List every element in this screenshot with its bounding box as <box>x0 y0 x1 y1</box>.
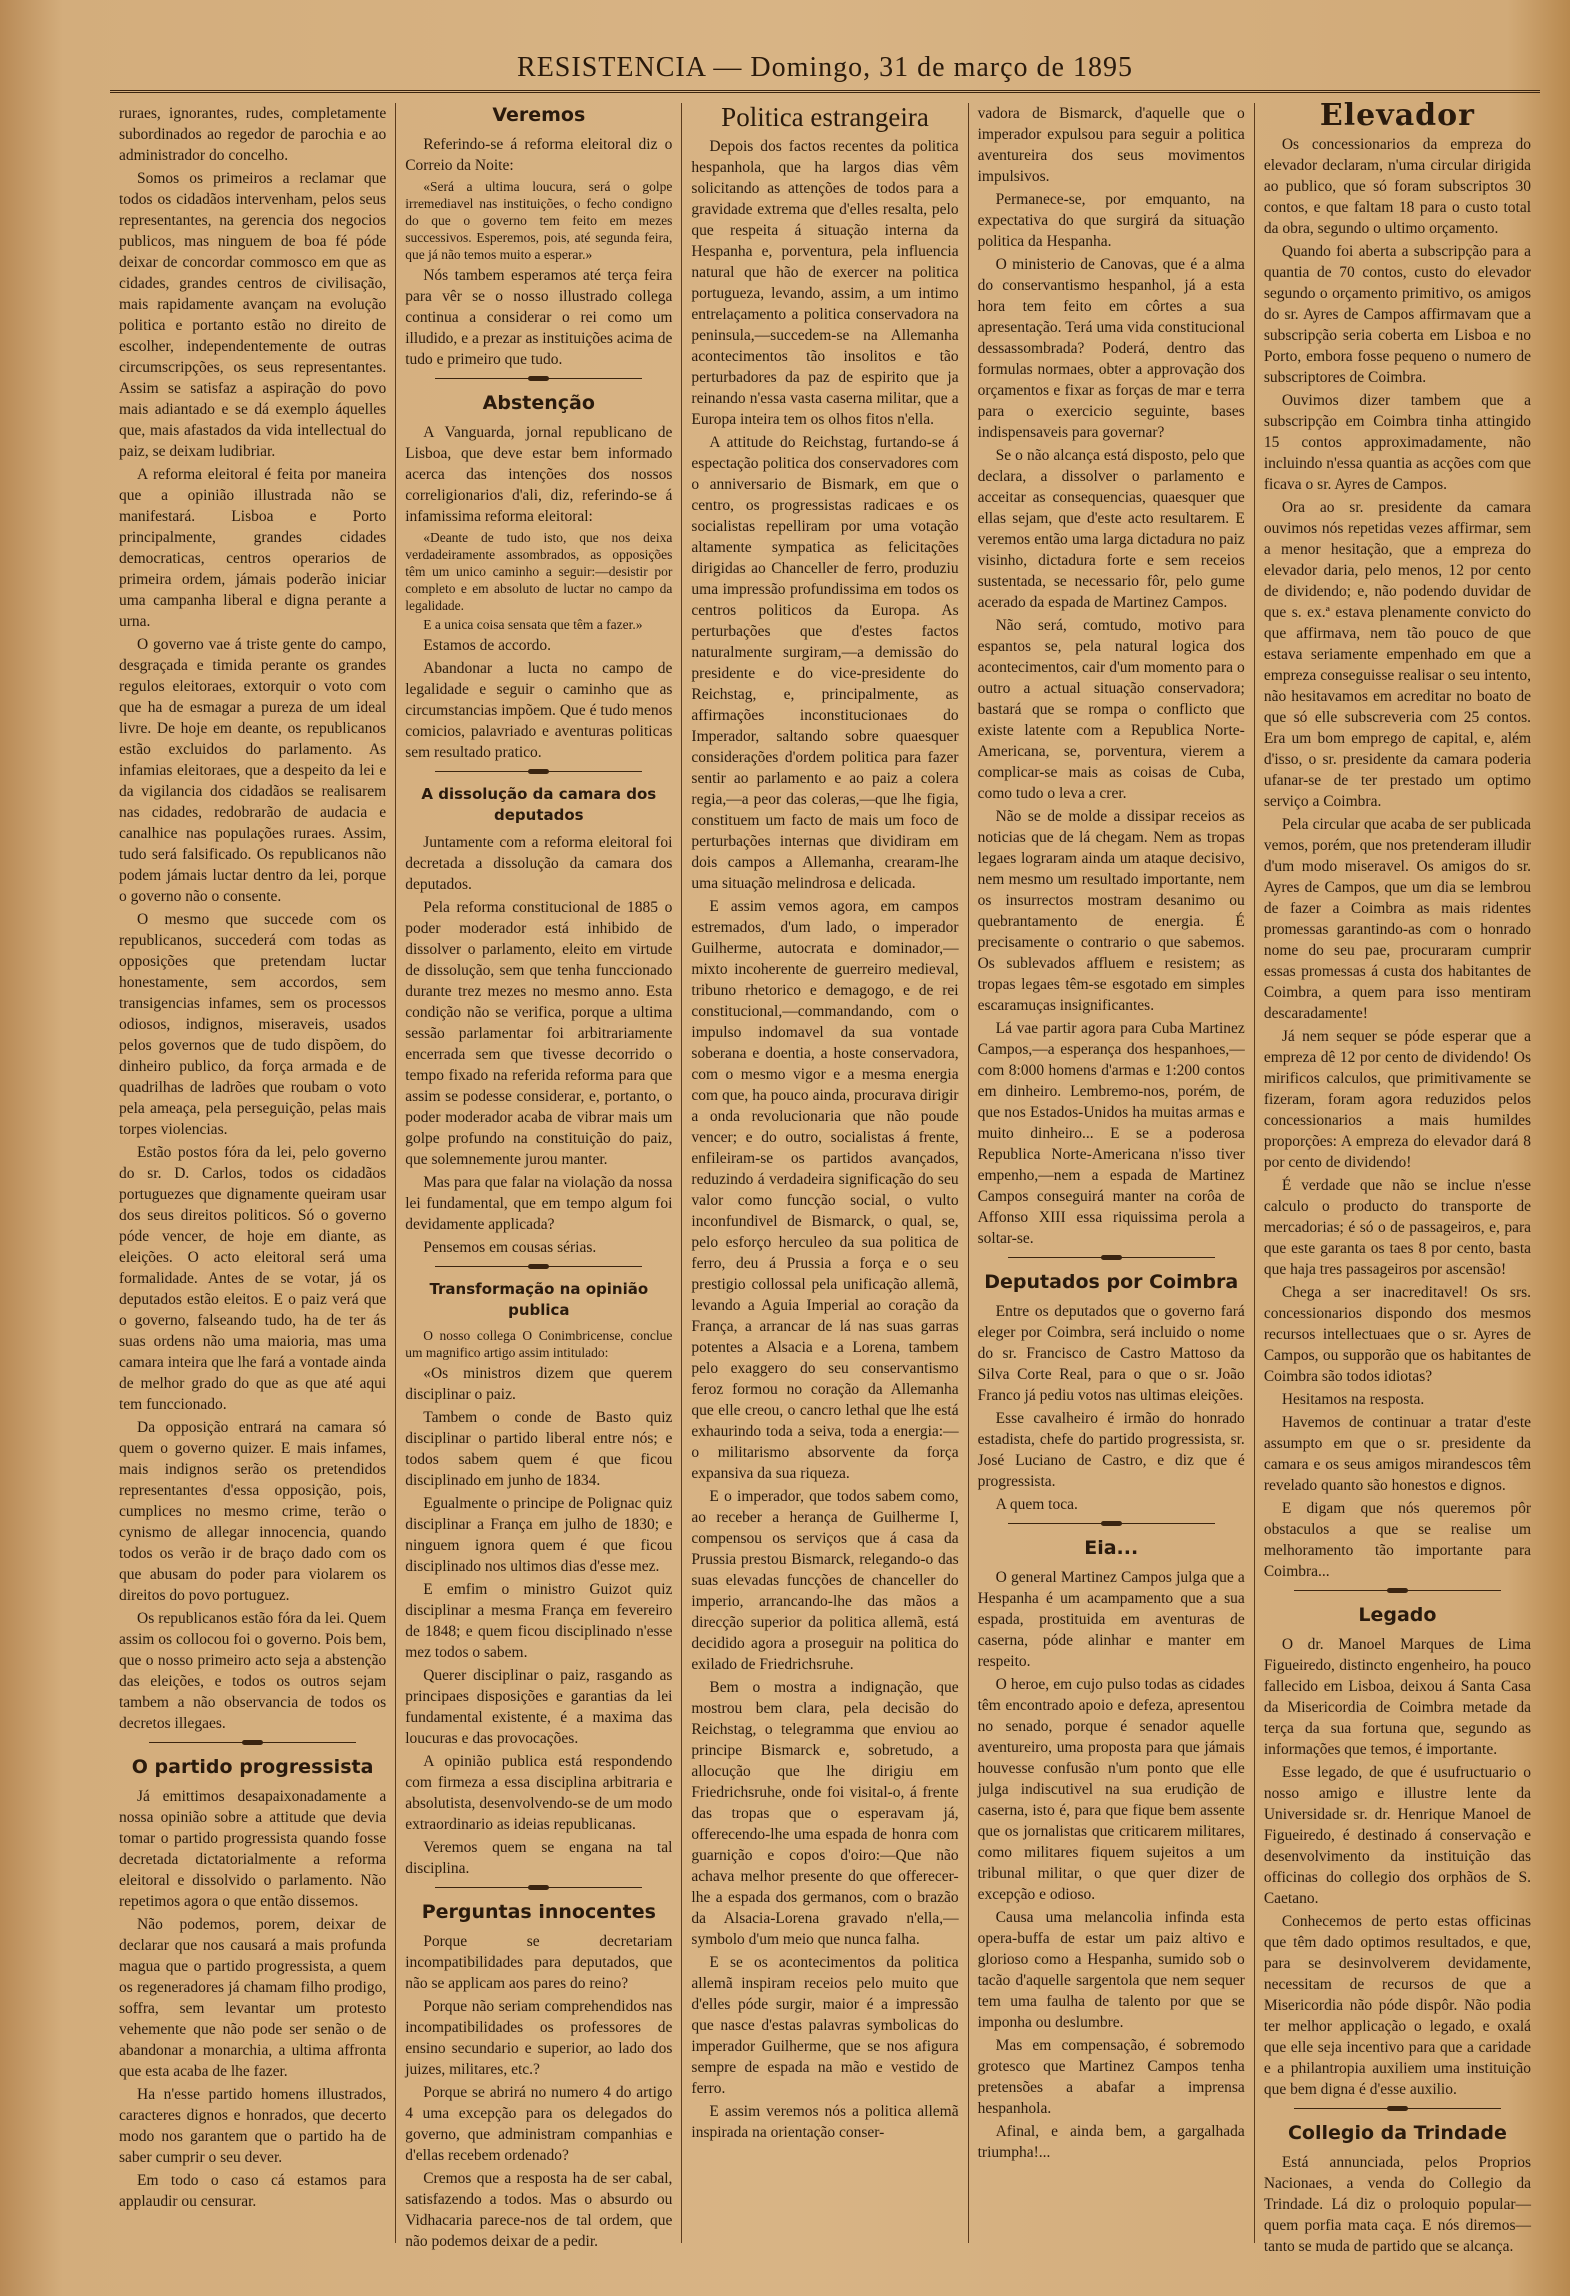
paragraph: É verdade que não se inclue n'esse calculo o producto do transporte de mercadorias; é só o de passageiros, e, para que este garanta os taes 8 por cento, basta que haja tres passageiros por ascensão! <box>1263 1177 1532 1278</box>
paragraph: Havemos de continuar a tratar d'este assumpto em que o sr. presidente da camara e os seus amigos mirandescos têm revelado quanto são honestos e dignos. <box>1263 1414 1532 1494</box>
heading-deputados-coimbra: Deputados por Coimbra <box>984 1271 1239 1293</box>
paragraph: Cremos que a resposta ha de ser cabal, satisfazendo a todos. Mas o absurdo ou Vidhacaria parece-nos de tal ordem, que não podemos deixar de a pedir. <box>405 2170 673 2250</box>
quote: «Será a ultima loucura, será o golpe irremediavel nas instituições, o fecho condigno do que o governo tem feito em mezes successivos. Esperemos, pois, até segunda feira, que já não temos muito a esperar.» <box>405 179 673 262</box>
paragraph: Abandonar a lucta no campo de legalidade e seguir o caminho que as circumstancias impõem. Que é tudo menos comicios, palavriado e aventuras politicas sem resultado pratico. <box>405 660 673 761</box>
paragraph: Somos os primeiros a reclamar que todos os cidadãos intervenham, pelos seus representantes, na gerencia dos negocios publicos, mas ninguem de boa fé póde deixar de concordar commosco em que as cidades, grandes centros de civilisação, mais rapidamente avançam na evolução politica e portanto estão no direito de escolher, independentemente de outras circumscripções, os seus representantes. Assim se satisfaz a aspiração do povo mais adiantado e se dá exemplo áquelles que, mais afastados da vida intellectual do paiz, se deixam ludibriar. <box>119 170 387 460</box>
divider <box>435 378 642 379</box>
paragraph: Nós tambem esperamos até terça feira para vêr se o nosso illustrado collega continua a considerar o rei como um illudido, e a prezar as instituições acima de tudo e primeiro que tudo. <box>405 267 673 368</box>
paragraph: A quem toca. <box>995 1496 1078 1513</box>
paragraph: E assim vemos agora, em campos estremados, d'um lado, o imperador Guilherme, autocrata e dominador,—mixto incoherente de guerreiro medieval, tribuno rhetorico e demagogo, e de rei constitucional,—commandando, com o impulso indomavel da sua vontade soberana e doentia, a hoste conservadora, com o mesmo vigor e a mesma energia com que, ha pouco ainda, procurava dirigir a onda revolucionaria que não poude vencer; e do outro, socialistas á frente, enfileiram-se os partidos avançados, reduzindo á verdadeira significação do seu valor como funcção social, o vulto inconfundivel de Bismarck, o qual, se, pelo esforço herculeo da sua politica de ferro, deu á Prussia a força e o seu prestigio collossal pela unificação allemã, levando a Aguia Imperial ao coração da França, a arrancar de lá nas suas garras potentes a Alsacia e a Lorena, tambem pelo exaggero do seu conservantismo feroz formou no coração da Allemanha que elle creou, o cancro lethal que lhe está exhaurindo toda a seiva, toda a energia:—o militarismo absorvente da força expansiva da sua riqueza. <box>691 898 959 1482</box>
divider <box>435 771 642 772</box>
paragraph: Referindo-se á reforma eleitoral diz o Correio da Noite: <box>405 136 673 174</box>
paragraph: E se os acontecimentos da politica allemã inspiram receios pelo muito que d'elles póde surgir, maior é a impressão que nasce d'estas palavras symbolicas do imperador Guilherme, que se nos afigura sempre de espada na mão e vestido de ferro. <box>691 1954 959 2097</box>
quote: «Deante de tudo isto, que nos deixa verdadeiramente assombrados, as opposições têm um unico caminho a seguir:—desistir por completo e em absoluto de luctar no campo da legalidade. <box>405 530 673 613</box>
paragraph: Depois dos factos recentes da politica hespanhola, que ha largos dias vêm solicitando as attenções de todos para a gravidade extrema que d'elles resalta, pelo que respeita á situação interna da Hespanha e, porventura, pela influencia natural que hão de exercer na politica portugueza, levando, assim, a um intimo entrelaçamento a politica conservadora na peninsula,—succedem-se na Allemanha acontecimentos tão insolitos e tão perturbadores da paz de espirito que ja reinando n'essa vasta caserna militar, que a Europa inteira tem os olhos fitos n'ella. <box>691 138 959 428</box>
column-1 <box>110 103 396 2243</box>
paragraph: Estamos de accordo. <box>423 637 552 654</box>
paragraph: Está annunciada, pelos Proprios Nacionaes, a venda do Collegio da Trindade. Lá diz o proloquio popular—quem porfia mata caça. E nós diremos—tanto se muda de partido que se alcança. <box>1263 2154 1532 2255</box>
paragraph: Querer disciplinar o paiz, rasgando as principaes disposições e garantias da lei fundamental existente, é a maxima das loucuras e das provocações. <box>405 1667 673 1747</box>
paragraph: ruraes, ignorantes, rudes, completamente subordinados ao regedor de parochia e ao administrador do concelho. <box>119 105 387 164</box>
paragraph: Afinal, e ainda bem, a gargalhada triumpha!... <box>977 2123 1245 2161</box>
heading-perguntas: Perguntas innocentes <box>421 1901 656 1923</box>
paragraph: A opinião publica está respondendo com firmeza a essa disciplina arbitraria e absolutista, desenvolvendo-se de um modo extraordinario as ideias republicanas. <box>405 1753 673 1833</box>
paragraph: Em todo o caso cá estamos para applaudir ou censurar. <box>119 2172 387 2210</box>
heading-partido-progressista: O partido progressista <box>131 1756 374 1778</box>
paragraph: O governo vae á triste gente do campo, desgraçada e timida perante os grandes regulos eleitoraes, extorquir o voto com que ha de esmagar a pureza de um ideal livre. De hoje em deante, os republicanos estão excluidos do parlamento. As infamias eleitoraes, que a despeito da lei e da vigilancia dos cidadãos se realisarem nas cidades, redobrarão de audacia e canalhice nas populações ruraes. Assim, tudo será falsificado. Os republicanos não podem jámais luctar dentro da lei, porque o governo não o consente. <box>119 636 387 905</box>
newspaper-title: RESISTENCIA <box>517 52 706 83</box>
paragraph: Porque não seriam comprehendidos nas incompatibilidades os professores de ensino secundario e superior, ao lado dos juizes, militares, etc.? <box>405 1998 673 2078</box>
paragraph: Ha n'esse partido homens illustrados, caracteres dignos e honrados, que decerto modo nos garantem que o partido ha de saber cumprir o seu dever. <box>119 2086 387 2166</box>
paragraph: Hesitamos na resposta. <box>1281 1391 1425 1408</box>
dateline: — Domingo, 31 de março de 1895 <box>713 52 1133 83</box>
divider <box>435 1887 642 1888</box>
paragraph: Lá vae partir agora para Cuba Martinez Campos,—a esperança dos hespanhoes,—com 8:000 homens d'armas e 1:200 contos em dinheiro. Lembremo-nos, porém, de que nos Estados-Unidos ha muitas armas e muito dinheiro... E se a poderosa Republica Norte-Americana n'isso tiver empenho,—nem a espada de Martinez Campos conseguirá manter na corôa de Affonso XIII essa riquissima perola a soltar-se. <box>977 1020 1245 1247</box>
paragraph: Chega a ser inacreditavel! Os srs. concessionarios dispondo dos mesmos recursos intellectuaes que o sr. Ayres de Campos, ou supporão que os habitantes de Coimbra são todos idiotas? <box>1263 1284 1532 1385</box>
column-2 <box>396 103 682 2250</box>
masthead <box>110 52 1540 93</box>
paragraph: Juntamente com a reforma eleitoral foi decretada a dissolução da camara dos deputados. <box>405 834 673 893</box>
paragraph: E emfim o ministro Guizot quiz disciplinar a mesma França em fevereiro de 1848; e quem ficou disciplinado n'esse mez todos o sabem. <box>405 1581 673 1661</box>
paragraph: Esse legado, de que é usufructuario o nosso amigo e illustre lente da Universidade sr. dr. Henrique Manoel de Figueiredo, é destinado á conservação e desenvolvimento da instituição das officinas do collegio dos orphãos de S. Caetano. <box>1263 1764 1532 1907</box>
paragraph: Veremos quem se engana na tal disciplina. <box>405 1839 673 1877</box>
paragraph: E assim veremos nós a politica allemã inspirada na orientação conser- <box>691 2103 959 2141</box>
paragraph: Entre os deputados que o governo fará eleger por Coimbra, será incluido o nome do sr. Francisco de Castro Mattoso da Silva Corte Real, para o que o sr. João Franco já pediu votos nas ultimas eleições. <box>977 1303 1245 1404</box>
paragraph: Se o não alcança está disposto, pelo que declara, a dissolver o parlamento e acceitar as consequencias, quaesquer que ellas sejam, que d'este acto resultarem. E veremos então uma larga dictadura no paiz visinho, dictadura forte e sem receios sustentada, se necessario fôr, pelo gume acerado da espada de Martinez Campos. <box>977 447 1245 611</box>
paragraph: Ouvimos dizer tambem que a subscripção em Coimbra tinha attingido 15 contos approximadamente, não incluindo n'essa quantia as acções com que ficava o sr. Ayres de Campos. <box>1263 392 1532 493</box>
paragraph: Porque se abrirá no numero 4 do artigo 4 uma excepção para os delegados do governo, que administram companhias e d'ellas recebem ordenado? <box>405 2084 673 2164</box>
paragraph: O general Martinez Campos julga que a Hespanha é um acampamento que a sua espada, prostituida em aventuras de caserna, póde alinhar e manter em respeito. <box>977 1569 1245 1670</box>
paragraph: O dr. Manoel Marques de Lima Figueiredo, distincto engenheiro, ha pouco fallecido em Lisboa, deixou á Santa Casa da Misericordia de Coimbra metade da terça da sua fortuna que, segundo as informações que temos, é importante. <box>1263 1636 1532 1758</box>
paragraph: A attitude do Reichstag, furtando-se á espectação politica dos conservadores com o anniversario de Bismark, em que o centro, os progressistas radicaes e os socialistas repelliram por uma votação altamente sympatica as felicitações dirigidas ao Chanceller de ferro, produziu uma impressão profundissima em todos os centros politicos da Europa. As perturbações que d'estes factos naturalmente surgiram,—a demissão do presidente e do vice-presidente do Reichstag, e, principalmente, as affirmações inconstitucionaes do Imperador, saltando sobre quaesquer considerações d'ordem politica para fazer sentir ao parlamento e ao paiz a colera regia,—a peor das coleras,—que lhe figia, constituem um facto de mais um foco de perturbações internas que dividiram em dois campos a Allemanha, crearam-lhe uma situação melindrosa e delicada. <box>691 434 959 892</box>
heading-transformacao: Transformação na opinião publica <box>429 1280 649 1319</box>
divider <box>1008 1523 1215 1524</box>
quote: E a unica coisa sensata que têm a fazer.» <box>423 617 643 632</box>
heading-collegio-trindade: Collegio da Trindade <box>1287 2122 1507 2144</box>
paragraph: A Vanguarda, jornal republicano de Lisboa, que deve estar bem informado acerca das intenções dos nossos correligionarios d'ali, diz, referindo-se á infamissima reforma eleitoral: <box>405 424 673 525</box>
column-5 <box>1255 98 1540 2255</box>
paragraph: E digam que nós queremos pôr obstaculos a que se realise um melhoramento tão importante para Coimbra... <box>1263 1500 1532 1580</box>
paragraph: O nosso collega O Conimbricense, conclue um magnifico artigo assim intitulado: <box>405 1328 673 1360</box>
columns <box>110 98 1540 2255</box>
paragraph: O heroe, em cujo pulso todas as cidades têm encontrado apoio e defeza, apresentou no senado, porque é senador aquelle aventureiro, uma proposta para que jámais houvesse confusão n'um ponto que elle julga indiscutivel na sua erudição de caserna, isto é, para que fique bem assente que os jornalistas que criticarem militares, como militares fiquem sujeitos a um tribunal militar, o que quer dizer de excepção e odioso. <box>977 1676 1245 1903</box>
heading-eia: Eia... <box>1084 1537 1139 1559</box>
paragraph: Da opposição entrará na camara só quem o governo quizer. E mais infames, mais indignos serão os pretendidos representantes d'essa opposição, pois, cumplices no mesmo crime, terão o cynismo de allegar innocencia, quando todos os verão ir de braço dado com os que abusam do poder para violarem os direitos do povo portuguez. <box>119 1419 387 1604</box>
paragraph: Não se de molde a dissipar receios as noticias que de lá chegam. Nem as tropas legaes lograram ainda um ataque decisivo, nem mesmo um resultado importante, nem os insurrectos mostram desanimo ou quebrantamento de energia. É precisamente o contrario o que sabemos. Os sublevados affluem e resistem; as tropas legaes têm-se esgotado em simples escaramuças insignificantes. <box>977 808 1245 1014</box>
paragraph: Pela reforma constitucional de 1885 o poder moderador está inhibido de dissolver o parlamento, eleito em virtude de dissolução, sem que tenha funccionado durante trez mezes no mesmo anno. Esta condição não se verifica, porque a ultima sessão parlamentar foi arbitrariamente encerrada sem que tivesse decorrido o tempo fixado na referida reforma para que assim se podesse considerar, e, portanto, o poder moderador acaba de vibrar mais um golpe profundo na constituição do paiz, que solemnemente jurou manter. <box>405 899 673 1168</box>
paragraph: Quando foi aberta a subscripção para a quantia de 70 contos, custo do elevador segundo o orçamento primitivo, os amigos do sr. Ayres de Campos affirmavam que a subscripção seria coberta em Lisboa e no Porto, embora fosse pequeno o numero de subscriptores de Coimbra. <box>1263 243 1532 386</box>
divider <box>435 1266 642 1267</box>
paragraph: Porque se decretariam incompatibilidades para deputados, que não se applicam aos pares do reino? <box>405 1933 673 1992</box>
divider <box>149 1742 356 1743</box>
paragraph: Bem o mostra a indignação, que mostrou bem clara, pela decisão do Reichstag, o telegramma que enviou ao principe Bismarck e, sobretudo, a allocução que lhe dirigiu em Friedrichsruhe, onde foi visital-o, á frente das tropas que o esperavam já, offerecendo-lhe uma espada de honra com guarnição e copos d'oiro:—Que não achava melhor presente do que offerecer-lhe a espada dos germanos, com o brazão da Alsacia-Lorena gravado n'ella,—symbolo d'um meio que nunca falha. <box>691 1679 959 1948</box>
heading-veremos: Veremos <box>492 104 586 126</box>
heading-dissolucao: A dissolução da camara dos deputados <box>421 785 657 824</box>
paragraph: Os republicanos estão fóra da lei. Quem assim os collocou foi o governo. Pois bem, que o nosso primeiro acto seja a abstenção das eleições, e todos os outros sejam tambem a não observancia de todos os decretos illegaes. <box>119 1610 387 1732</box>
paragraph: A reforma eleitoral é feita por maneira que a opinião illustrada não se manifestará. Lisboa e Porto principalmente, grandes cidades democraticas, centros operarios de primeira ordem, jámais poderão iniciar uma campanha liberal e digna perante a urna. <box>119 466 387 630</box>
heading-elevador: Elevador <box>1319 98 1475 133</box>
paragraph: Egualmente o principe de Polignac quiz disciplinar a França em julho de 1830; e ninguem ignora quem é que ficou disciplinado nos ultimos dias d'esse mez. <box>405 1495 673 1575</box>
paragraph: Já nem sequer se póde esperar que a empreza dê 12 por cento de dividendo! Os mirificos calculos, que primitivamente se fizeram, foram agora reduzidos pelos concessionarios a mais humildes proporções: A empreza do elevador dará 8 por cento de dividendo! <box>1263 1028 1532 1171</box>
divider <box>1294 2108 1501 2109</box>
paragraph: Estão postos fóra da lei, pelo governo do sr. D. Carlos, todos os cidadãos portuguezes que dignamente queiram usar dos seus direitos politicos. Só o governo póde vencer, de hoje em diante, as eleições. O acto eleitoral será uma formalidade. Antes de se votar, já os deputados estão eleitos. E o paiz verá que o governo, falseando tudo, ha de ter ás suas ordens não uma maioria, mas uma camara inteira que lhe fará a vontade ainda de melhor grado do que as que até aqui tem funccionado. <box>119 1144 387 1413</box>
paragraph: Já emittimos desapaixonadamente a nossa opinião sobre a attitude que devia tomar o partido progressista quando fosse decretada dictatorialmente a reforma eleitoral e dissolvido o parlamento. Não repetimos agora o que então dissemos. <box>119 1788 387 1910</box>
divider <box>1294 1590 1501 1591</box>
paragraph: Os concessionarios da empreza do elevador declaram, n'uma circular dirigida ao publico, que só foram subscriptos 30 contos, e que faltam 18 para o custo total da obra, segundo o ultimo orçamento. <box>1263 136 1532 237</box>
paragraph: «Os ministros dizem que querem disciplinar o paiz. <box>405 1365 673 1403</box>
paragraph: Pensemos em cousas sérias. <box>423 1239 597 1256</box>
paragraph: vadora de Bismarck, d'aquelle que o imperador expulsou para seguir a politica aventureira dos seus movimentos impulsivos. <box>977 105 1245 185</box>
paragraph: E o imperador, que todos sabem como, ao receber a herança de Guilherme I, compensou os serviços que á casa da Prussia prestou Bismarck, relegando-o das suas elevadas funcções de chanceller do imperio, arrancando-lhe das mãos a direcção superior da politica allemã, está decidido agora a proseguir na politica do exilado de Friedrichsruhe. <box>691 1488 959 1673</box>
paragraph: Tambem o conde de Basto quiz disciplinar o partido liberal entre nós; e todos sabem quem é que ficou disciplinado em junho de 1834. <box>405 1409 673 1489</box>
heading-abstencao: Abstenção <box>482 392 595 414</box>
paragraph: Mas em compensação, é sobremodo grotesco que Martinez Campos tenha pretensões a abafar a imprensa hespanhola. <box>977 2037 1245 2117</box>
paragraph: Esse cavalheiro é irmão do honrado estadista, chefe do partido progressista, sr. José Luciano de Castro, e diz que é progressista. <box>977 1410 1245 1490</box>
column-4 <box>969 103 1255 2243</box>
divider <box>1008 1257 1215 1258</box>
heading-legado: Legado <box>1358 1604 1437 1626</box>
heading-politica-estrangeira: Politica estrangeira <box>721 102 929 132</box>
paragraph: O mesmo que succede com os republicanos, succederá com todas as opposições que pretendam luctar honestamente, sem accordos, sem transigencias infames, sem os processos odiosos, indignos, miseraveis, usados pelos governos que de tudo dispõem, do dinheiro publico, da força armada e de quadrilhas de ladrões que roubam o voto pela ameaça, pela perseguição, pelas mais torpes violencias. <box>119 911 387 1138</box>
paragraph: Permanece-se, por emquanto, na expectativa do que surgirá da situação politica da Hespanha. <box>977 191 1245 250</box>
paragraph: Conhecemos de perto estas officinas que têm dado optimos resultados, e que, para se desinvolverem devidamente, necessitam de recursos de que a Misericordia não póde dispôr. Não podia ter melhor applicação o legado, e oxalá que elle seja incentivo para que a caridade e a philantropia auxiliem uma instituição que bem digna é d'esse auxilio. <box>1263 1913 1532 2098</box>
paragraph: Não será, comtudo, motivo para espantos se, pela natural logica dos acontecimentos, cair d'um momento para o outro a actual situação conservadora; bastará que se rompa o conflicto que existe latente com a Republica Norte-Americana, se, porventura, vierem a complicar-se mais as coisas de Cuba, como tudo o leva a crer. <box>977 617 1245 802</box>
paragraph: Causa uma melancolia infinda esta opera-buffa de estar um paiz altivo e glorioso como a Hespanha, sumido sob o tacão d'aquelle sargentola que nem sequer tem uma faulha de talento por que se imponha ou deslumbre. <box>977 1909 1245 2031</box>
paragraph: Ora ao sr. presidente da camara ouvimos nós repetidas vezes affirmar, sem a menor hesitação, que a empreza do elevador daria, pelo menos, 12 por cento de dividendo; e, não podendo duvidar de que s. ex.ª estava plenamente convicto do que affirmava, nem tão pouco de que estava seriamente empenhado em que a empreza conseguisse realisar o seu intento, não hesitavamos em acreditar no boato de que só elle subscreveria com 25 contos. Era um bom emprego de capital, e, além d'isso, o sr. presidente da camara poderia ufanar-se de ter prestado um optimo serviço a Coimbra. <box>1263 499 1532 810</box>
paragraph: Não podemos, porem, deixar de declarar que nos causará a mais profunda magua que o partido progressista, a quem os regeneradores já chamam filho prodigo, soffra, sem levantar um protesto vehemente que não pode ser senão o de abandonar a monarchia, a ultima affronta que esta acaba de lhe fazer. <box>119 1916 387 2080</box>
paragraph: Pela circular que acaba de ser publicada vemos, porém, que nos pretenderam illudir d'um modo miseravel. Os amigos do sr. Ayres de Campos, que um dia se lembrou de fazer a Coimbra as mais ridentes promessas garantindo-as com o honrado nome do seu pae, procuraram cumprir essas promessas á custa dos habitantes de Coimbra, a quem para isso mentiram descaradamente! <box>1263 816 1532 1022</box>
paragraph: Mas para que falar na violação da nossa lei fundamental, que em tempo algum foi devidamente applicada? <box>405 1174 673 1233</box>
paragraph: O ministerio de Canovas, que é a alma do conservantismo hespanhol, já a esta hora tem feito em côrtes a sua apresentação. Terá uma vida constitucional dessassombrada? Poderá, dentro das formulas normaes, obter a approvação dos orçamentos e fixar as forças de mar e terra para o exercicio seguinte, bases indispensaveis para governar? <box>977 256 1245 441</box>
column-3 <box>682 103 968 2243</box>
